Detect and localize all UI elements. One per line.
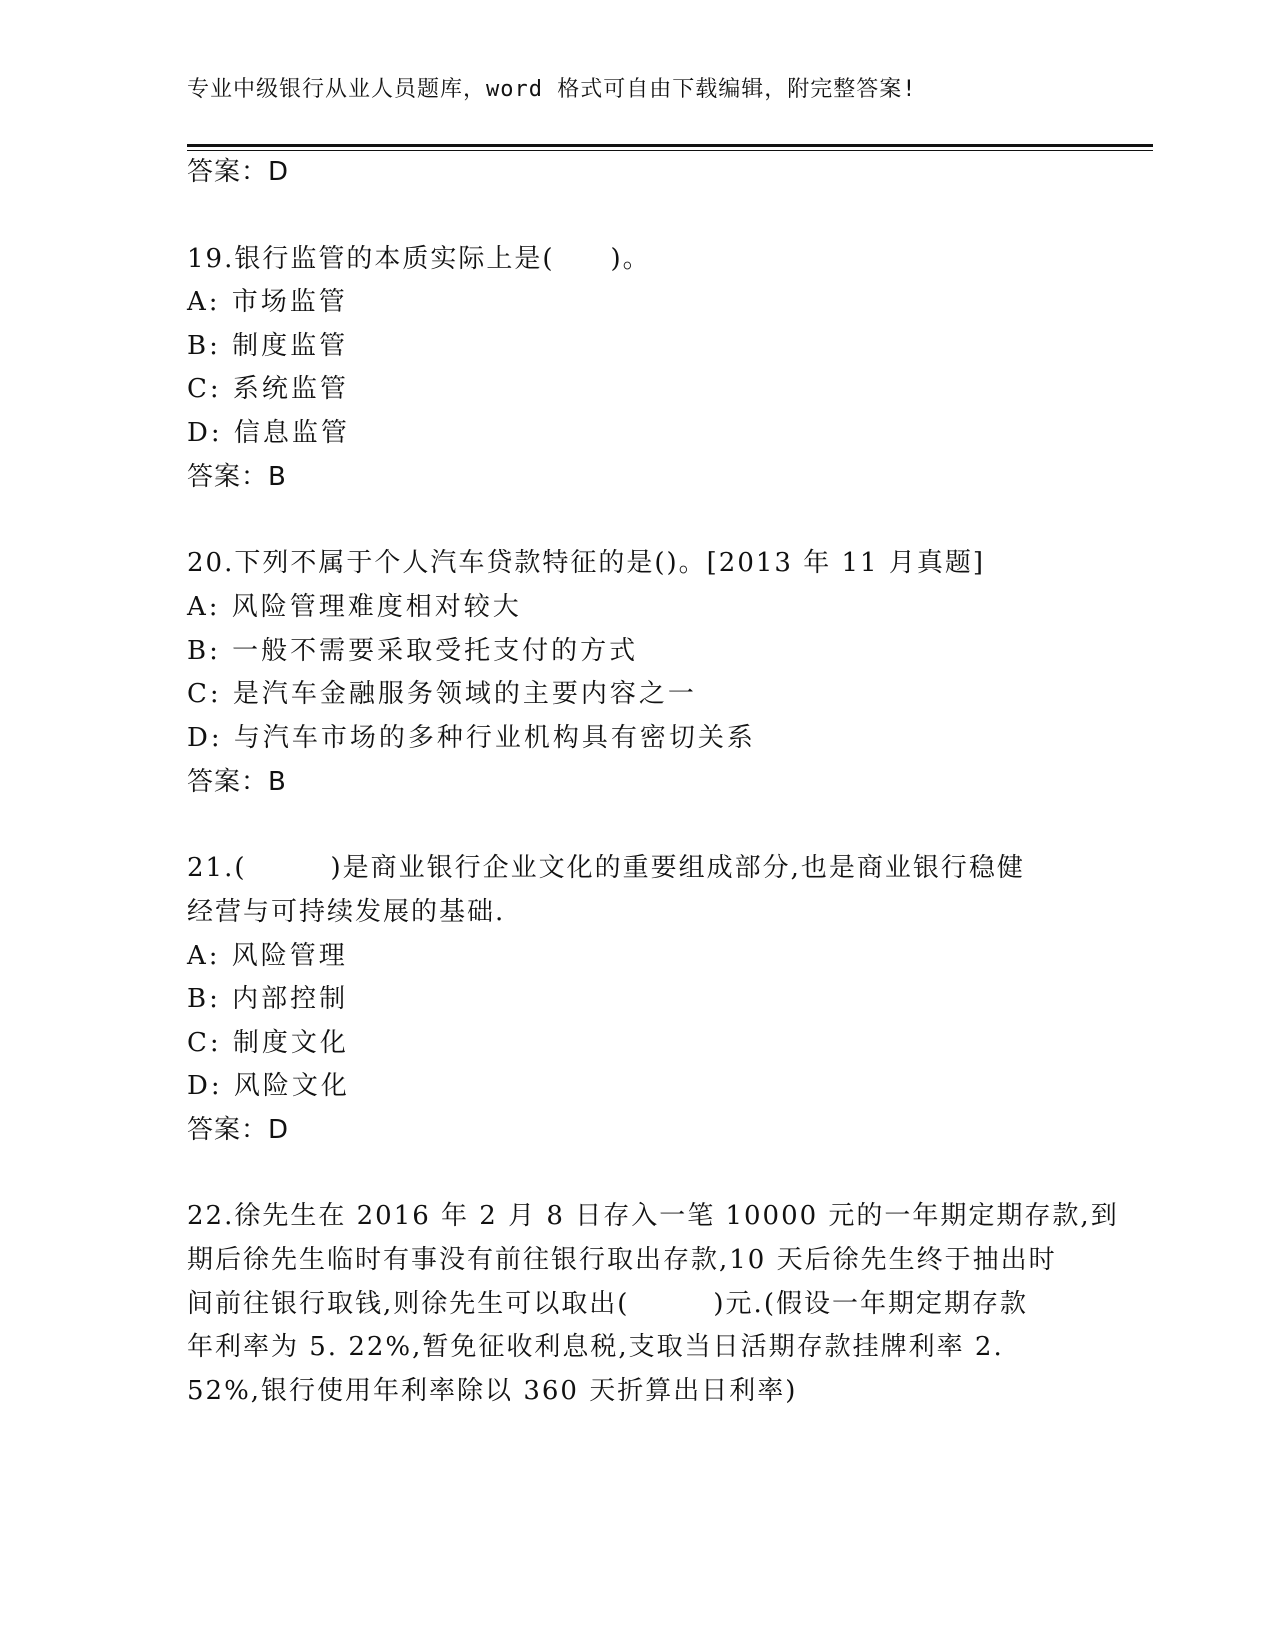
question-19-option-b: B: 制度监管 <box>187 331 349 361</box>
question-21-option-d: D: 风险文化 <box>187 1071 350 1101</box>
question-20-option-c: C: 是汽车金融服务领域的主要内容之一 <box>187 679 697 709</box>
question-22-stem-line-1: 22.徐先生在 2016 年 2 月 8 日存入一笔 10000 元的一年期定期存款,到 <box>187 1201 1119 1231</box>
question-21-option-a: A: 风险管理 <box>187 941 348 971</box>
question-19-option-c: C: 系统监管 <box>187 374 349 404</box>
question-22-stem-line-3: 间前往银行取钱,则徐先生可以取出( )元.(假设一年期定期存款 <box>187 1289 1028 1319</box>
question-19-stem: 19.银行监管的本质实际上是( )。 <box>187 244 651 274</box>
page-header: 专业中级银行从业人员题库，word 格式可自由下载编辑，附完整答案! <box>187 77 917 102</box>
question-19-answer: 答案：B <box>187 462 287 492</box>
question-21-stem-line-2: 经营与可持续发展的基础. <box>187 897 506 927</box>
question-21-stem-line-1: 21.( )是商业银行企业文化的重要组成部分,也是商业银行稳健 <box>187 853 1025 883</box>
question-20-stem: 20.下列不属于个人汽车贷款特征的是()。[2013 年 11 月真题] <box>187 548 985 578</box>
header-rule-thick <box>187 144 1153 147</box>
question-19-option-a: A: 市场监管 <box>187 287 348 317</box>
header-rule-thin <box>187 150 1153 151</box>
question-22-stem-line-4: 年利率为 5. 22%,暂免征收利息税,支取当日活期存款挂牌利率 2. <box>187 1332 1004 1362</box>
previous-answer: 答案：D <box>187 157 290 187</box>
question-20-option-b: B: 一般不需要采取受托支付的方式 <box>187 636 639 666</box>
question-20-option-d: D: 与汽车市场的多种行业机构具有密切关系 <box>187 723 756 753</box>
question-22-stem-line-2: 期后徐先生临时有事没有前往银行取出存款,10 天后徐先生终于抽出时 <box>187 1245 1057 1275</box>
question-20-answer: 答案：B <box>187 767 287 797</box>
question-21-option-b: B: 内部控制 <box>187 984 349 1014</box>
question-19-option-d: D: 信息监管 <box>187 418 350 448</box>
question-22-stem-line-5: 52%,银行使用年利率除以 360 天折算出日利率) <box>187 1376 798 1406</box>
question-20-option-a: A: 风险管理难度相对较大 <box>187 592 522 622</box>
question-21-answer: 答案：D <box>187 1115 290 1145</box>
question-21-option-c: C: 制度文化 <box>187 1028 349 1058</box>
